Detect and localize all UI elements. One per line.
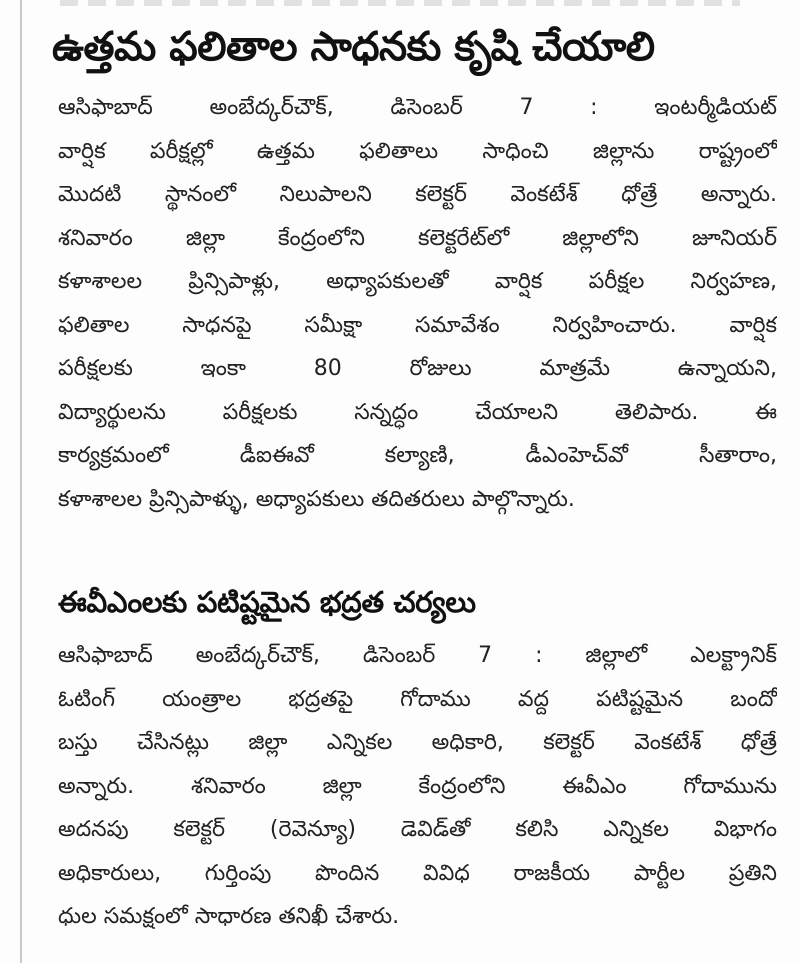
body-line: విద్యార్థులను పరీక్షలకు సన్నద్ధం చేయాలని తెలిపారు. ఈ	[58, 399, 777, 425]
body-line: ఆసిఫాబాద్ అంబేద్కర్‌చౌక్, డిసెంబర్ 7 : జిల్లాలో ఎలక్ట్రానిక్	[58, 643, 777, 668]
article-headline: ఈవీఎంలకు పటిష్టమైన భద్రత చర్యలు	[58, 585, 476, 619]
body-line: ఓటింగ్ యంత్రాల భద్రతపై గోదాము వద్ద పటిష్టమైన బందో	[58, 686, 777, 712]
column-rule	[20, 0, 22, 963]
body-line: కార్యక్రమంలో డీఐఈవో కల్యాణి, డీఎంహెచ్‌వో సీతారాం,	[58, 443, 777, 468]
body-line: వార్షిక పరీక్షల్లో ఉత్తమ ఫలితాలు సాధించి జిల్లాను రాష్ట్రంలో	[58, 138, 777, 164]
article-body	[52, 634, 777, 939]
body-line: ఫలితాల సాధనపై సమీక్షా సమావేశం నిర్వహించారు. వార్షిక	[58, 312, 777, 338]
body-line: ఆసిఫాబాద్ అంబేద్కర్‌చౌక్, డిసెంబర్ 7 : ఇంటర్మీడియట్	[58, 95, 777, 120]
body-line: అన్నారు. శనివారం జిల్లా కేంద్రంలోని ఈవీఎం గోదామును	[58, 773, 777, 799]
clipping-top-edge	[60, 0, 740, 6]
body-line: శనివారం జిల్లా కేంద్రంలోని కలెక్టరేట్‌లో జిల్లాలోని జూనియర్	[58, 225, 777, 251]
body-line: కళాశాలల ప్రిన్సిపాళ్లు, అధ్యాపకులతో వార్షిక పరీక్షల నిర్వహణ,	[58, 269, 777, 294]
body-line: మొదటి స్థానంలో నిలుపాలని కలెక్టర్ వెంకటేశ్ ధోత్రే అన్నారు.	[58, 182, 777, 207]
article-body	[52, 86, 777, 521]
body-line: బస్తు చేసినట్లు జిల్లా ఎన్నికల అధికారి, కలెక్టర్ వెంకటేశ్ ధోత్రే	[58, 730, 777, 755]
article-headline: ఉత్తమ ఫలితాల సాధనకు కృషి చేయాలి	[52, 24, 655, 70]
body-line: అదనపు కలెక్టర్ (రెవెన్యూ) డెవిడ్‌తో కలిసి ఎన్నికల విభాగం	[58, 817, 777, 842]
body-line: అధికారులు, గుర్తింపు పొందిన వివిధ రాజకీయ పార్టీల ప్రతిని	[58, 860, 777, 886]
article-evm-security	[52, 578, 777, 939]
body-line-last: కళాశాలల ప్రిన్సిపాళ్ళు, అధ్యాపకులు తదితరులు పాల్గొన్నారు.	[58, 486, 575, 512]
article-academic-results	[52, 18, 777, 521]
body-line: పరీక్షలకు ఇంకా 80 రోజులు మాత్రమే ఉన్నాయని,	[58, 356, 777, 381]
body-line-last: ధుల సమక్షంలో సాధారణ తనిఖీ చేశారు.	[58, 904, 400, 929]
